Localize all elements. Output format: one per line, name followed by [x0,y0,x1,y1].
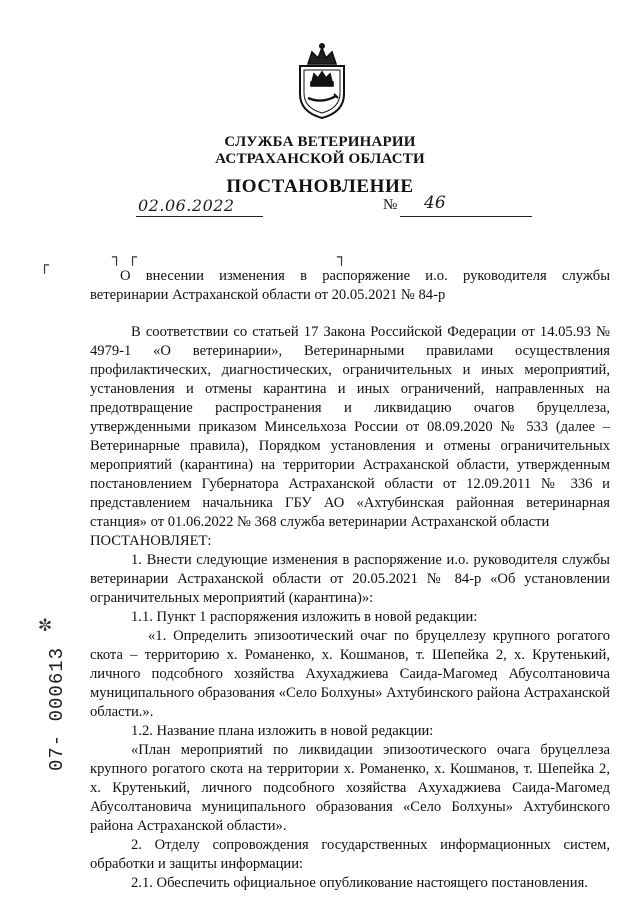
number-label: № [383,197,398,213]
resolves-heading: ПОСТАНОВЛЯЕТ: [90,533,212,549]
document-type-title: ПОСТАНОВЛЕНИЕ [226,176,414,197]
document-date: 02.06.2022 [138,196,235,215]
document-body [90,323,610,893]
corner-mark-icon: ┌ [40,256,50,274]
paragraph-1-2-quote: «План мероприятий по ликвидации эпизоотического очага бруцеллеза крупного рогатого скота на территории х. Романенко, х. Кошманов, т. Шепейка 2, х. Крутенький, личного подсобного хозяйства Ахухаджиева Саида-Магомед Абусолтановича муниципального образования «Село Болхуны» Ахтубинского района Астраханской области». [90,742,610,834]
paragraph-1-1-quote: «1. Определить эпизоотический очаг по бруцеллезу крупного рогатого скота – территорию х. Романенко, х. Кошманов, т. Шепейка 2, х. Крутенький, личного подсобного хозяйства Ахухаджиева Саида-Магомед Абусолтановича муниципального образования «Село Болхуны» Ахтубинского района Астраханской области.». [90,628,610,720]
paragraph-1-1: 1.1. Пункт 1 распоряжения изложить в новой редакции: [131,609,478,625]
preamble-paragraph: В соответствии со статьей 17 Закона Российской Федерации от 14.05.93 № 4979-1 «О ветеринарии», Ветеринарными правилами осуществления профилактических, диагностических, ограничительных и иных мероприятий, установления и отмены карантина и иных ограничений, направленных на предотвращение распространения и ликвидацию очагов бруцеллеза, утвержденными приказом Минсельхоза России от 08.09.2020 № 533 (далее – Ветеринарные правила), Порядком установления и отмены ограничительных мероприятий (карантина) на территории Астраханской области, утвержденным постановлением Губернатора Астраханской области от 12.09.2011 № 336 и представлением начальника ГБУ АО «Ахтубинская районная ветеринарная станция» от 01.06.2022 № 368 служба ветеринарии Астраханской области [90,324,610,530]
asterisk-ornament-icon: ✼ [38,616,53,636]
corner-mark-icon: ┐ [337,248,347,266]
corner-mark-icon: ┐ [112,248,122,266]
paragraph-1-2: 1.2. Название плана изложить в новой редакции: [131,723,434,739]
corner-mark-icon: ┌ [128,248,138,266]
form-serial-number [46,646,68,771]
number-underline [400,198,532,217]
coat-of-arms-icon [294,42,350,120]
organization-name-line1: СЛУЖБА ВЕТЕРИНАРИИ [224,134,416,150]
paragraph-1: 1. Внести следующие изменения в распоряжение и.о. руководителя службы ветеринарии Астраханской области от 20.05.2021 № 84-р «Об установлении ограничительных мероприятий (карантина)»: [90,552,610,606]
paragraph-2: 2. Отделу сопровождения государственных информационных систем, обработки и защиты информации: [90,837,610,872]
organization-name-line2: АСТРАХАНСКОЙ ОБЛАСТИ [215,151,425,167]
document-subject: О внесении изменения в распоряжение и.о. руководителя службы ветеринарии Астраханской области от 20.05.2021 № 84-р [90,268,610,303]
document-number: 46 [424,193,446,213]
serial-text: 07- 000613 [46,646,68,771]
paragraph-2-1: 2.1. Обеспечить официальное опубликование настоящего постановления. [131,875,588,891]
